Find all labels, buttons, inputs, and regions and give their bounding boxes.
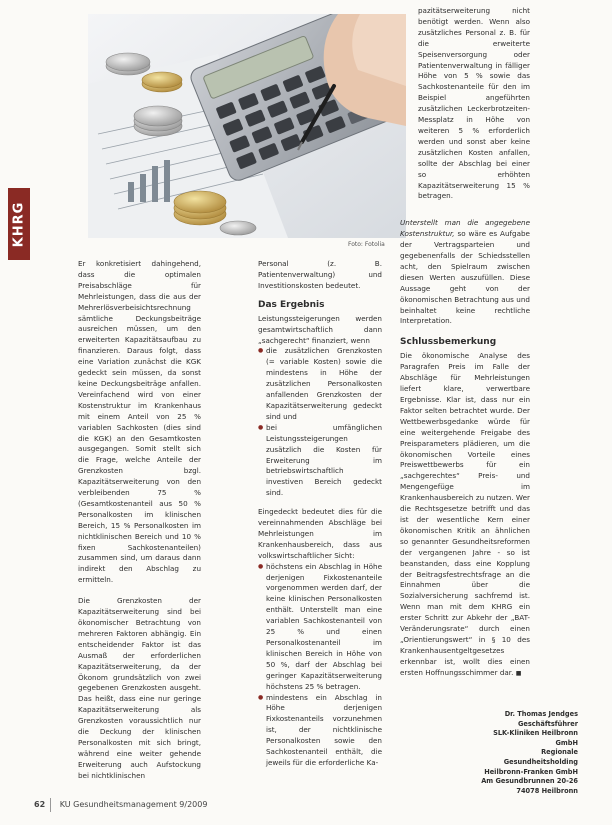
author-line: Heilbronn-Franken GmbH: [484, 767, 578, 776]
text-column-3: [400, 6, 530, 690]
section-tag-label: KHRG: [11, 201, 27, 247]
paragraph: [400, 351, 530, 679]
paragraph: Leistungssteigerungen werden gesamtwirtschaftlich dann „sachgerecht“ finanziert, wenn: [258, 313, 382, 345]
list-item: ● mindestens ein Abschlag in Höhe derjenigen Fixkostenanteils vorzunehmen ist, der nichtklinische Personalkosten sowie den Sachkostenanteil enthält, die jeweils für die erforderliche Ka-: [258, 693, 382, 769]
emphasis: Unterstellt man die angegebene Kostenstruktur,: [400, 218, 530, 239]
paragraph-text: so wäre es Aufgabe der Vertragsparteien und gegebenenfalls der Schiedsstellen acht, den Spielraum zwischen diesen Werten auszufüllen. Diese Aussage geht von der ökonomischen Betrachtung aus und beinhaltet keine rechtliche Interpretation.: [400, 229, 530, 326]
author-line: SLK-Kliniken Heilbronn GmbH: [493, 729, 578, 747]
author-name: Dr. Thomas Jendges: [504, 710, 578, 718]
bullet-list: [258, 562, 382, 769]
list-item: ● höchstens ein Abschlag in Höhe derjenigen Fixkostenanteile vorgenommen werden darf, der keine klinischen Personalkosten enthält. Unterstellt man eine variablen Sachkostenanteil von 25 % und einen Personalkostenanteil im klinischen Bereich in Höhe von 50 %, darf der Abschlag bei geringer Kapazitätserweiterung höchstens 25 % betragen.: [258, 562, 382, 693]
paragraph-text: Die ökonomische Analyse des Paragrafen Preis im Falle der Abschläge für Mehrleistungen liefert klare, verwertbare Ergebnisse. Klar ist, dass nur ein Faktor selten betrachtet wurde. Der Wettbewerbsgedanke würde für eine weitergehende Freigabe des Preisparameters plädieren, um die ökonomischen Vorteile eines Preiswettbewerbs für ein „sachgerechtes“ Preis- und Mengengefüge im Krankenhausbereich zu nutzen. Wer die Rechtsgesetze betrifft und das ist der wesentliche Kern einer ökonomischen Kritik an ähnlichen so genannter Gesundheitsreformen der vergangenen Jahre - so ist beanstanden, dass eine Kopplung der Beitragsfestrechtsfrage an die Einnahmen über die Sozialversicherung sachfremd ist. Wenn man mit dem KHRG ein erster Schritt zur Abkehr der „BAT-Veränderungsrate“ durch einen „Orientierungswert“ in § 10 des Krankenhausentgeltgesetzes erkennbar ist, wollt dies einen ersten Hoffnungsschimmer dar.: [400, 351, 530, 677]
section-heading: Das Ergebnis: [258, 299, 325, 310]
bullet-list: [258, 346, 382, 499]
list-item: ● die zusätzlichen Grenzkosten (= variable Kosten) sowie die mindestens in Höhe der zusätzlichen Personalkosten anfallenden Grenzkosten der Kapazitätserweiterung gedeckt sind und: [258, 346, 382, 422]
paragraph: [400, 218, 530, 327]
paragraph: pazitätserweiterung nicht benötigt werden. Wenn also zusätzliches Personal z. B. für die erweiterte Speisenversorgung oder Patientenverwaltung in fälliger Höhe von 5 % sowie das Sachkostenanteile für den im Beispiel angeführten zusätzlichen Leckerbrotzeiten-Messplatz in Höhe von weiteren 5 % erforderlich werden und sonst aber keine zusätzlichen Kosten anfallen, sollte der Abschlag bei einer so erhöhten Kapazitätserweiterung 15 % betragen.: [418, 6, 530, 201]
paragraph: Personal (z. B. Patientenverwaltung) und Investitionskosten bedeutet.: [258, 259, 382, 290]
author-line: Am Gesundbrunnen 20-26: [481, 777, 578, 786]
page-footer: [34, 800, 207, 809]
page-number: 62: [34, 800, 46, 809]
section-tag: [8, 188, 30, 260]
paragraph: Eingedeckt bedeutet dies für die vereinnahmenden Abschläge bei Mehrleistungen im Krankenhausbereich, dass aus volkswirtschaftlicher Sicht:: [258, 507, 382, 560]
list-item: ● bei umfänglichen Leistungssteigerungen zusätzlich die Kosten für Erweiterung im betriebswirtschaftlich investiven Bereich gedeckt sind.: [258, 423, 382, 499]
calculator-illustration: [88, 14, 406, 238]
author-line: Regionale Gesundheitsholding: [503, 748, 578, 766]
calculator-photo: [88, 14, 406, 238]
end-mark: ■: [515, 669, 522, 677]
paragraph: Die Grenzkosten der Kapazitätserweiterung sind bei ökonomischer Betrachtung von mehreren Faktoren abhängig. Ein entscheidender Faktor ist das Ausmaß der erforderlichen Kapazitätserweiterung, da der Ökonom grundsätzlich von zwei gegebenen Grenzkosten ausgeht. Das heißt, dass eine nur geringe Kapazitätserweiterung als Grenzkosten voraussichtlich nur die Deckung der klinischen Personalkosten mit sich bringt, während eine weiter gehende Erweiterung auch Aufstockung bei nichtklinischen: [78, 596, 201, 780]
author-block: [470, 710, 578, 796]
paragraph: Er konkretisiert dahingehend, dass die optimalen Preisabschläge für Mehrleistungen, dass die aus der Mehrerlösverbeisichtsrechnung sämtliche Deckungsbeiträge ausreichen müssen, um den erweiterten Kapazitätsaufbau zu finanzieren. Daraus folgt, dass eine Variation zunächst die KGK gedeckt sein müssen, da sonst keine Deckungsbeiträge anfallen. Vereinfachend wird von einer Kostenstruktur im Krankenhaus mit einem Anteil von 25 % variablen Sachkosten (dies sind die KGK) an den Gesamtkosten ausgegangen. Somit stellt sich die Frage, welche Anteile der Grenzkosten bzgl. Kapazitätserweiterung von den verbleibenden 75 % (Gesamtkostenanteil aus 50 % Personalkosten im klinischen Bereich, 15 % Personalkosten im nichtklinischen Bereich und 10 % fixen Sachkostenanteilen) zusammen sind, um daraus dann indirekt den Abschlag zu ermitteln.: [78, 259, 201, 585]
text-column-2: [258, 259, 382, 777]
text-column-1: [78, 259, 201, 792]
author-line: Geschäftsführer: [517, 719, 578, 728]
photo-caption: Foto: Fotolia: [348, 241, 385, 248]
publication-name: KU Gesundheitsmanagement 9/2009: [59, 800, 208, 809]
section-heading: Schlussbemerkung: [400, 337, 497, 348]
author-line: 74078 Heilbronn: [516, 786, 578, 795]
